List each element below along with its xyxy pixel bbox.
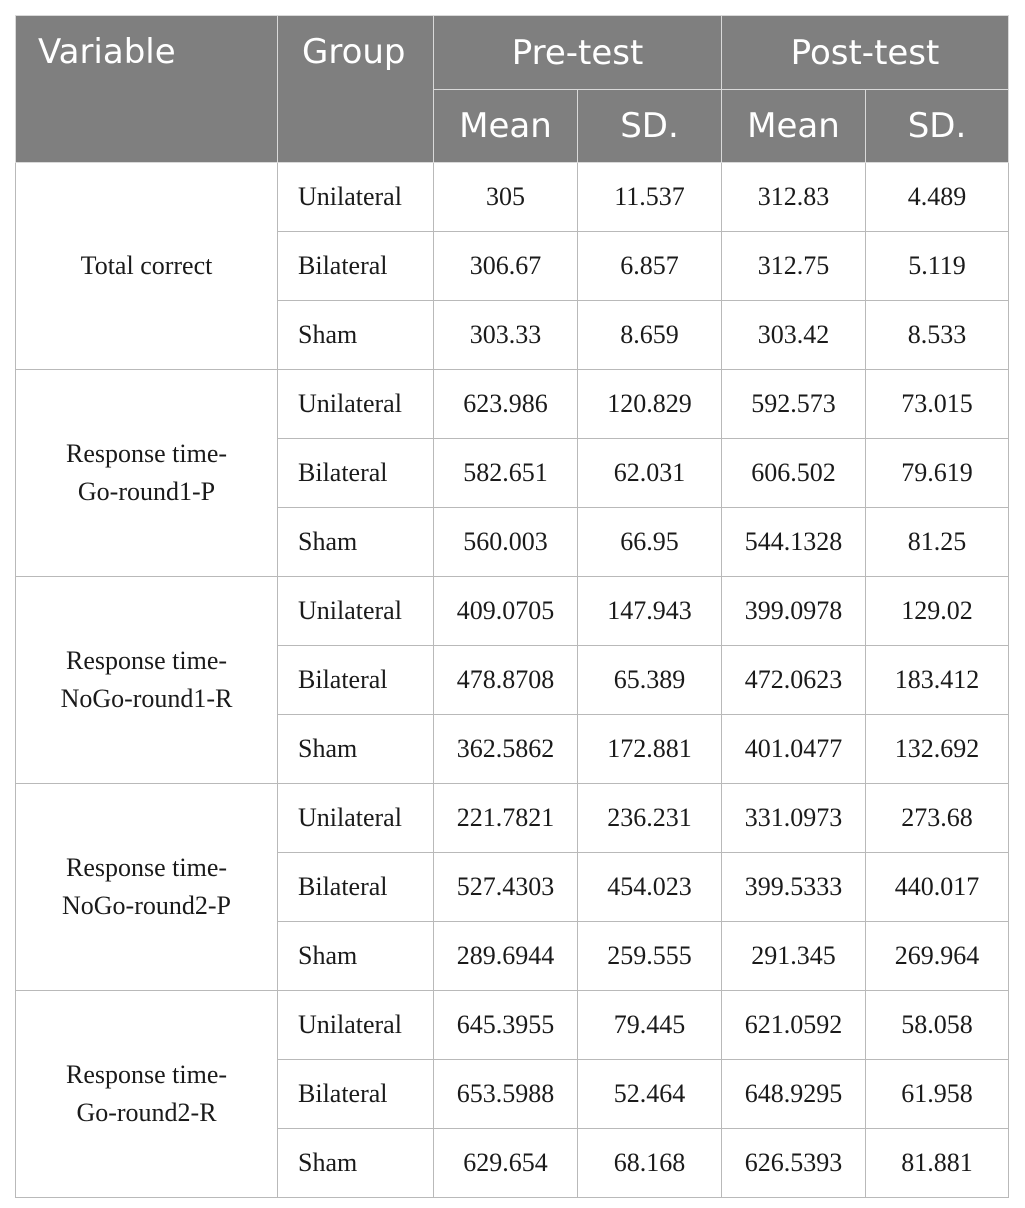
pre-sd-cell: 147.943 [578,577,722,646]
post-sd-cell: 129.02 [866,577,1009,646]
post-sd-cell: 273.68 [866,784,1009,853]
header-pre-mean: Mean [434,90,578,163]
variable-name-line: Go-round1-P [77,477,216,506]
header-post-sd: SD. [866,90,1009,163]
post-mean-cell: 399.0978 [722,577,866,646]
post-mean-cell: 401.0477 [722,715,866,784]
pre-sd-cell: 52.464 [578,1060,722,1129]
pre-sd-cell: 62.031 [578,439,722,508]
variable-name-line: NoGo-round2-P [62,891,231,920]
group-cell: Unilateral [278,991,434,1060]
pre-mean-cell: 289.6944 [434,922,578,991]
header-variable: Variable [16,16,278,163]
pre-mean-cell: 409.0705 [434,577,578,646]
table-header [16,16,1009,163]
pre-mean-cell: 305 [434,163,578,232]
pre-mean-cell: 629.654 [434,1129,578,1198]
variable-name-line: NoGo-round1-R [60,684,233,713]
pre-mean-cell: 478.8708 [434,646,578,715]
pre-sd-cell: 172.881 [578,715,722,784]
header-pre-sd: SD. [578,90,722,163]
variable-name-cell [16,991,278,1198]
post-sd-cell: 440.017 [866,853,1009,922]
post-mean-cell: 312.83 [722,163,866,232]
header-post-test: Post-test [722,16,1009,90]
post-sd-cell: 183.412 [866,646,1009,715]
pre-sd-cell: 79.445 [578,991,722,1060]
group-cell: Unilateral [278,784,434,853]
post-mean-cell: 648.9295 [722,1060,866,1129]
results-table [15,15,1009,1198]
post-mean-cell: 626.5393 [722,1129,866,1198]
variable-name-line: Response time- [65,646,228,675]
header-group: Group [278,16,434,163]
variable-name-line: Response time- [65,1060,228,1089]
header-row-top [16,16,1009,90]
post-mean-cell: 544.1328 [722,508,866,577]
post-mean-cell: 303.42 [722,301,866,370]
post-mean-cell: 606.502 [722,439,866,508]
post-sd-cell: 132.692 [866,715,1009,784]
group-cell: Bilateral [278,439,434,508]
group-cell: Sham [278,922,434,991]
pre-sd-cell: 6.857 [578,232,722,301]
pre-sd-cell: 11.537 [578,163,722,232]
group-cell: Unilateral [278,370,434,439]
pre-mean-cell: 653.5988 [434,1060,578,1129]
pre-mean-cell: 362.5862 [434,715,578,784]
variable-name-line: Total correct [80,251,213,280]
header-pre-test: Pre-test [434,16,722,90]
table-row [16,577,1009,646]
table-row [16,991,1009,1060]
pre-sd-cell: 454.023 [578,853,722,922]
pre-mean-cell: 623.986 [434,370,578,439]
pre-mean-cell: 582.651 [434,439,578,508]
post-mean-cell: 399.5333 [722,853,866,922]
variable-name-line: Response time- [65,853,228,882]
variable-name-cell [16,577,278,784]
post-sd-cell: 79.619 [866,439,1009,508]
post-mean-cell: 331.0973 [722,784,866,853]
post-sd-cell: 269.964 [866,922,1009,991]
group-cell: Sham [278,715,434,784]
pre-mean-cell: 303.33 [434,301,578,370]
post-sd-cell: 73.015 [866,370,1009,439]
group-cell: Bilateral [278,646,434,715]
pre-sd-cell: 236.231 [578,784,722,853]
variable-name-line: Go-round2-R [76,1098,217,1127]
table-body [16,163,1009,1198]
group-cell: Sham [278,1129,434,1198]
group-cell: Bilateral [278,853,434,922]
pre-sd-cell: 65.389 [578,646,722,715]
pre-mean-cell: 560.003 [434,508,578,577]
post-sd-cell: 5.119 [866,232,1009,301]
variable-name-line: Response time- [65,439,228,468]
pre-mean-cell: 645.3955 [434,991,578,1060]
post-sd-cell: 81.881 [866,1129,1009,1198]
pre-sd-cell: 68.168 [578,1129,722,1198]
post-mean-cell: 621.0592 [722,991,866,1060]
pre-mean-cell: 527.4303 [434,853,578,922]
pre-sd-cell: 8.659 [578,301,722,370]
post-sd-cell: 4.489 [866,163,1009,232]
post-mean-cell: 312.75 [722,232,866,301]
pre-sd-cell: 120.829 [578,370,722,439]
group-cell: Sham [278,508,434,577]
variable-name-cell [16,370,278,577]
pre-sd-cell: 259.555 [578,922,722,991]
post-mean-cell: 592.573 [722,370,866,439]
group-cell: Sham [278,301,434,370]
post-sd-cell: 61.958 [866,1060,1009,1129]
group-cell: Unilateral [278,163,434,232]
pre-mean-cell: 306.67 [434,232,578,301]
variable-name-cell [16,163,278,370]
group-cell: Unilateral [278,577,434,646]
header-post-mean: Mean [722,90,866,163]
group-cell: Bilateral [278,232,434,301]
table-row [16,163,1009,232]
table-row [16,784,1009,853]
post-sd-cell: 81.25 [866,508,1009,577]
post-sd-cell: 58.058 [866,991,1009,1060]
post-sd-cell: 8.533 [866,301,1009,370]
group-cell: Bilateral [278,1060,434,1129]
post-mean-cell: 291.345 [722,922,866,991]
pre-mean-cell: 221.7821 [434,784,578,853]
pre-sd-cell: 66.95 [578,508,722,577]
variable-name-cell [16,784,278,991]
table-row [16,370,1009,439]
post-mean-cell: 472.0623 [722,646,866,715]
